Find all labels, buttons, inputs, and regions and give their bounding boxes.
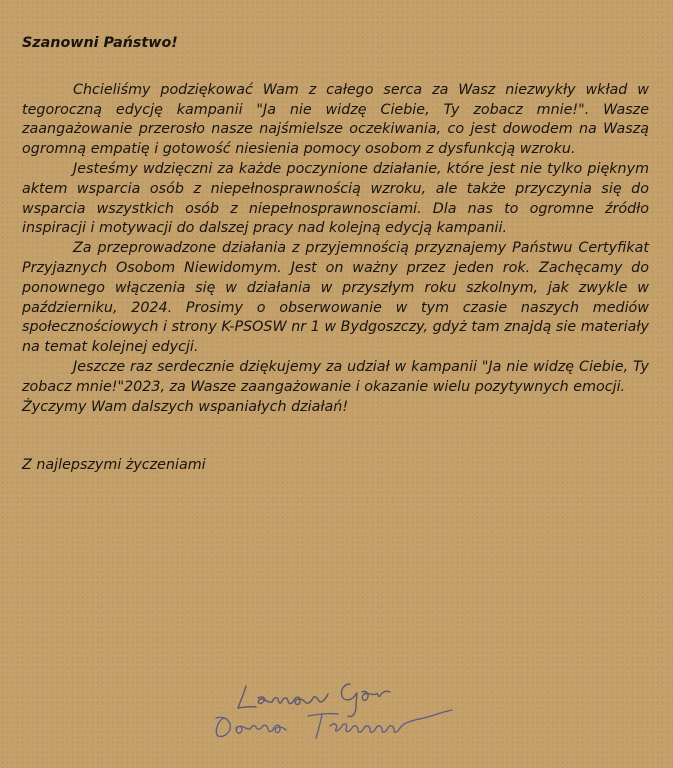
letter-greeting: Szanowni Państwo! [22, 35, 178, 51]
handwritten-signatures [210, 672, 490, 762]
letter-body [22, 34, 649, 476]
letter-closing: Z najlepszymi życzeniami [22, 457, 206, 474]
letter-paragraph: Chcieliśmy podziękować Wam z całego serca za Wasz niezwykły wkład w tegoroczną edycję kampanii "Ja nie widzę Ciebie, Ty zobacz mnie!". Wasze zaangażowanie przerosło nasze najśmielsze oczekiwania, co jest dowodem na Waszą ogromną empatię i gotowość niesienia pomocy osobom z dysfunkcją wzroku. [22, 81, 649, 158]
letter-paragraph: Za przeprowadzone działania z przyjemnością przyznajemy Państwu Certyfikat Przyjaznych Osobom Niewidomym. Jest on ważny przez jeden rok. Zachęcamy do ponownego włączenia się w działania w przyszłym roku szkolnym, jak zwykle w październiku, 2024. Prosimy o obserwowanie w tym czasie naszych mediów społecznościowych i strony K-PSOSW nr 1 w Bydgoszczy, gdyż tam znajdą sie materiały na temat kolejnej edycji. [22, 240, 649, 356]
letter-wish: Życzymy Wam dalszych wspaniałych działań! [22, 398, 349, 415]
letter-paragraph: Jeszcze raz serdecznie dziękujemy za udział w kampanii "Ja nie widzę Ciebie, Ty zobacz mnie!"2023, za Wasze zaangażowanie i okazanie wielu pozytywnych emocji. [22, 358, 649, 395]
signature-1 [238, 684, 390, 717]
signature-2 [216, 710, 452, 738]
letter-paragraph: Jesteśmy wdzięczni za każde poczynione działanie, które jest nie tylko pięknym aktem wsparcia osób z niepełnosprawnością wzroku, ale także przyczynia się do wsparcia wszystkich osób z niepełnosprawnosciami. Dla nas to ogromne źródło inspiracji i motywacji do dalszej pracy nad kolejną edycją kampanii. [22, 160, 649, 237]
